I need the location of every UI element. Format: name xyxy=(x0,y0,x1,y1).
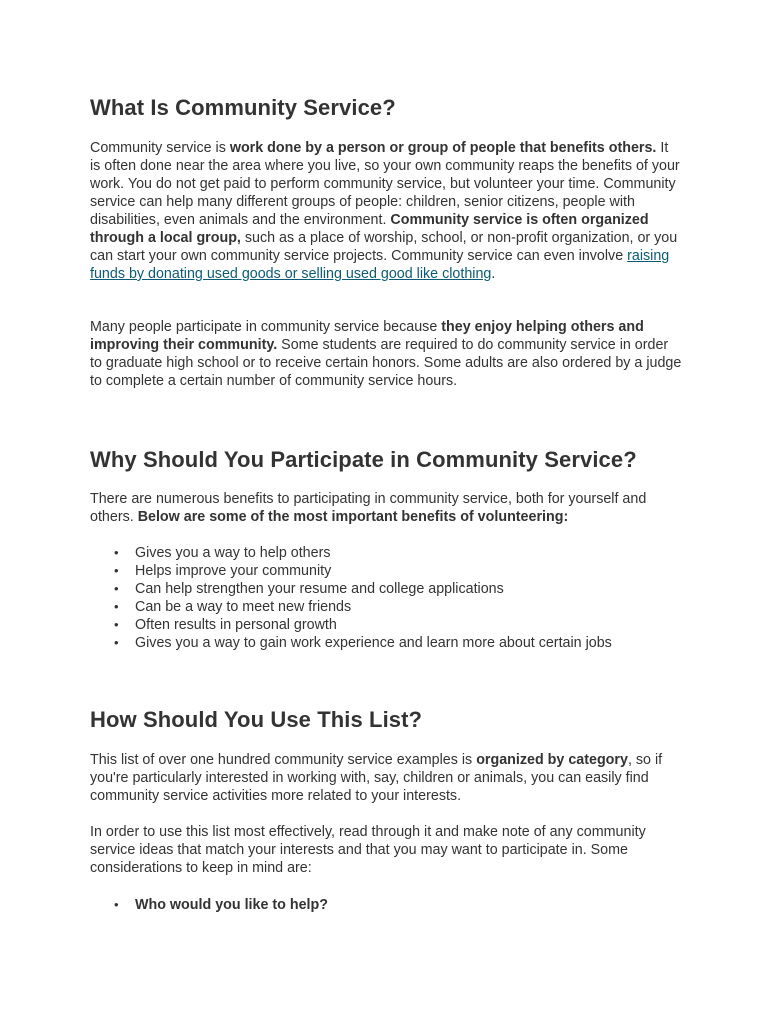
paragraph-list-organization xyxy=(90,751,682,805)
text-run: Community service is xyxy=(90,140,230,156)
paragraph-benefits-intro xyxy=(90,490,682,526)
section-title-what-is: What Is Community Service? xyxy=(90,95,396,120)
fundraising-link[interactable]: raising funds by donating used goods or selling used good like clothing xyxy=(90,248,670,282)
text-run: Many people participate in community service because xyxy=(90,319,442,335)
text-run: such as a place of worship, school, or non-profit organization, or you can start your own community service projects. Community service can even involve xyxy=(90,230,678,264)
text-run: , so if you're particularly interested in working with, say, children or animals, you can easily find community service activities more related to your interests. xyxy=(90,752,663,804)
considerations-list xyxy=(90,896,328,914)
bold-text: Who would you like to help? xyxy=(135,897,328,913)
text-run: . xyxy=(491,266,496,282)
bold-text: work done by a person or group of people that benefits others. xyxy=(229,140,657,156)
list-item: • Helps improve your community xyxy=(135,562,612,580)
list-item: • Gives you a way to help others xyxy=(135,544,612,562)
list-item xyxy=(135,896,328,914)
text-run: Some students are required to do community service in order to graduate high school or to receive certain honors. Some adults are also ordered by a judge to complete a certain number of community service hours. xyxy=(90,337,682,389)
section-title-why-participate: Why Should You Participate in Community Service? xyxy=(90,447,637,472)
bold-text: organized by category xyxy=(476,752,628,768)
text-run: It is often done near the area where you live, so your own community reaps the benefits of your work. You do not get paid to perform community service, but volunteer your time. Community service can help many different groups of people: children, senior citizens, people with disabilities, even animals and the environment. xyxy=(90,140,680,228)
list-item: • Can help strengthen your resume and college applications xyxy=(135,580,612,598)
list-item: • Gives you a way to gain work experience and learn more about certain jobs xyxy=(135,634,612,652)
text-run: This list of over one hundred community service examples is xyxy=(90,752,477,768)
section-title-how-to-use: How Should You Use This List? xyxy=(90,707,423,732)
paragraph-usage-tips xyxy=(90,823,682,877)
list-item: • Can be a way to meet new friends xyxy=(135,598,612,616)
text-run: In order to use this list most effectively, read through it and make note of any community service ideas that match your interests and that you may want to participate in. Some considerations to keep in mind are: xyxy=(90,824,646,876)
list-item: • Often results in personal growth xyxy=(135,616,612,634)
bold-text: Community service is often organized through a local group, xyxy=(90,212,649,246)
text-run: There are numerous benefits to participating in community service, both for yourself and others. xyxy=(90,491,647,525)
bold-text: Below are some of the most important benefits of volunteering: xyxy=(137,509,569,525)
paragraph-reasons xyxy=(90,318,682,390)
benefits-list xyxy=(90,544,612,652)
bold-text: they enjoy helping others and improving their community. xyxy=(90,319,644,353)
paragraph-definition xyxy=(90,139,682,283)
